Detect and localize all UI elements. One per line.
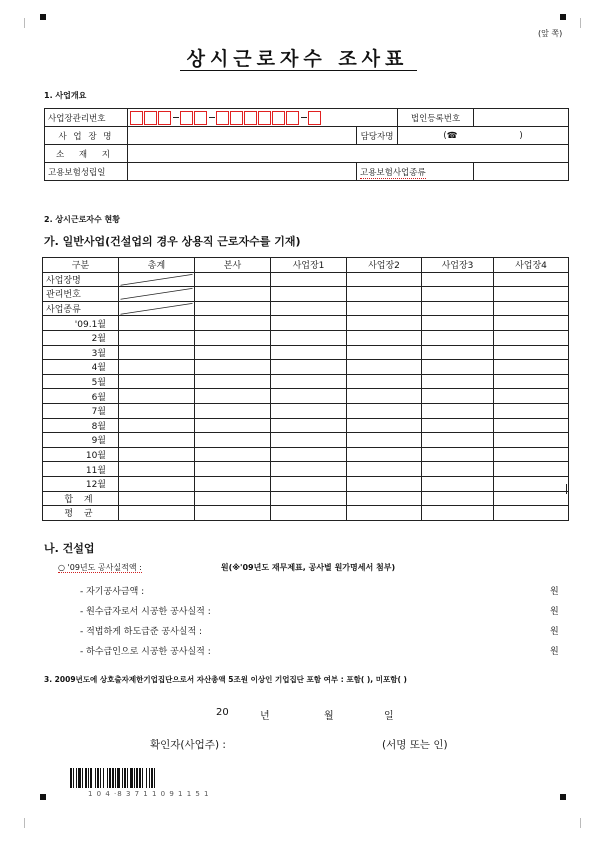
table-cell[interactable]: [494, 374, 569, 389]
insurance-type-field[interactable]: [474, 163, 569, 181]
barcode-bar: [122, 768, 123, 788]
table-row: [43, 301, 569, 316]
row-label: 관리번호: [43, 287, 119, 302]
month-label: 12월: [43, 476, 119, 491]
table-cell[interactable]: [271, 316, 347, 331]
table-cell[interactable]: [494, 345, 569, 360]
mgmt-no-boxes[interactable]: [128, 109, 398, 127]
barcode-bar: [124, 768, 126, 788]
table-cell[interactable]: [422, 345, 494, 360]
table-cell[interactable]: [347, 462, 422, 477]
barcode-bar: [107, 768, 108, 788]
crop-mark: [24, 18, 35, 28]
corp-no-field[interactable]: [474, 109, 569, 127]
workforce-table: [42, 257, 569, 521]
business-name-field[interactable]: [128, 127, 357, 145]
barcode-number: 1 0 4 ·8 3 7 1 1 0 9 1 1 5 1: [88, 790, 210, 798]
address-label: 소 재 지: [45, 145, 128, 163]
business-info-table: [44, 108, 569, 181]
table-row: [43, 462, 569, 477]
table-cell[interactable]: [494, 491, 569, 506]
month-label: 8월: [43, 418, 119, 433]
unit-label: 원: [550, 587, 559, 597]
manager-phone-field[interactable]: [398, 127, 569, 145]
table-cell[interactable]: [347, 272, 422, 287]
table-cell[interactable]: [494, 403, 569, 418]
table-cell[interactable]: [494, 330, 569, 345]
table-row: [43, 476, 569, 491]
self-construction-line: - 자기공사금액 :: [80, 587, 145, 597]
table-cell[interactable]: [347, 374, 422, 389]
barcode-bar: [134, 768, 135, 788]
table-row: [43, 272, 569, 287]
insurance-date-field[interactable]: [128, 163, 357, 181]
table-cell[interactable]: [422, 476, 494, 491]
table-row: [43, 491, 569, 506]
barcode-bar: [76, 768, 77, 788]
form-title: 상시근로자수 조사표: [186, 48, 409, 70]
table-cell[interactable]: [195, 418, 271, 433]
table-cell[interactable]: [195, 433, 271, 448]
table-cell[interactable]: [271, 462, 347, 477]
barcode-bar: [90, 768, 92, 788]
table-cell[interactable]: [195, 316, 271, 331]
month-label: 5월: [43, 374, 119, 389]
table-row: [43, 506, 569, 521]
table-cell[interactable]: [271, 301, 347, 316]
diagonal-cell: [119, 301, 195, 316]
registration-mark: [560, 14, 566, 20]
table-cell[interactable]: [119, 360, 195, 375]
table-cell[interactable]: [422, 506, 494, 521]
table-cell[interactable]: [119, 316, 195, 331]
month-label: 3월: [43, 345, 119, 360]
table-cell[interactable]: [494, 272, 569, 287]
column-header: 사업장3: [422, 258, 494, 273]
table-row: [43, 316, 569, 331]
table-cell[interactable]: [347, 301, 422, 316]
table-row: [43, 403, 569, 418]
diagonal-cell: [119, 272, 195, 287]
barcode-bar: [100, 768, 101, 788]
column-header: 사업장1: [271, 258, 347, 273]
phone-close: ): [519, 130, 523, 141]
table-cell[interactable]: [347, 389, 422, 404]
table-cell[interactable]: [271, 491, 347, 506]
month-label: 7월: [43, 403, 119, 418]
diagonal-cell: [119, 287, 195, 302]
barcode-bar: [85, 768, 87, 788]
table-cell[interactable]: [119, 433, 195, 448]
month-label: 2월: [43, 330, 119, 345]
table-cell[interactable]: [271, 374, 347, 389]
table-cell[interactable]: [195, 374, 271, 389]
general-business-heading: 가. 일반사업(건설업의 경우 상용직 근로자수를 기재): [44, 235, 301, 248]
table-cell[interactable]: [195, 360, 271, 375]
phone-open: (☎: [443, 130, 458, 141]
table-row: [43, 447, 569, 462]
section1-heading: 1. 사업개요: [44, 91, 87, 100]
table-cell[interactable]: [271, 345, 347, 360]
barcode-bar: [78, 768, 81, 788]
table-row: [43, 287, 569, 302]
table-cell[interactable]: [119, 462, 195, 477]
subcontract-given-line: - 적법하게 하도급준 공사실적 :: [80, 627, 203, 637]
barcode-bar: [115, 768, 116, 788]
barcode-bar: [142, 768, 143, 788]
table-cell[interactable]: [347, 433, 422, 448]
table-cell[interactable]: [422, 287, 494, 302]
section2-heading: 2. 상시근로자수 현황: [44, 215, 120, 224]
barcode-bar: [139, 768, 141, 788]
table-cell[interactable]: [347, 476, 422, 491]
barcode-bar: [112, 768, 114, 788]
address-field[interactable]: [128, 145, 569, 163]
table-cell[interactable]: [347, 447, 422, 462]
table-cell[interactable]: [195, 330, 271, 345]
table-cell[interactable]: [347, 330, 422, 345]
table-cell[interactable]: [119, 491, 195, 506]
table-cell[interactable]: [422, 462, 494, 477]
table-cell[interactable]: [271, 360, 347, 375]
table-cell[interactable]: [119, 374, 195, 389]
barcode-bar: [82, 768, 83, 788]
date-day-unit: 일: [384, 711, 394, 722]
barcode-bar: [127, 768, 128, 788]
table-cell[interactable]: [271, 418, 347, 433]
table-cell[interactable]: [271, 506, 347, 521]
table-cell[interactable]: [271, 389, 347, 404]
table-cell[interactable]: [271, 476, 347, 491]
crop-mark: [570, 818, 581, 828]
registration-mark: [560, 794, 566, 800]
table-header-row: [43, 258, 569, 273]
unit-label: 원: [550, 647, 559, 657]
row-label: 사업장명: [43, 272, 119, 287]
table-cell[interactable]: [195, 491, 271, 506]
title-underline: [180, 70, 417, 71]
column-header: 총계: [119, 258, 195, 273]
table-cell[interactable]: [494, 418, 569, 433]
business-name-label: 사 업 장 명: [45, 127, 128, 145]
barcode-bar: [97, 768, 99, 788]
average-label: 평 균: [43, 506, 119, 521]
table-cell[interactable]: [422, 389, 494, 404]
table-cell[interactable]: [347, 345, 422, 360]
insurance-type-label: 고용보험사업종류: [357, 163, 474, 181]
table-cell[interactable]: [422, 272, 494, 287]
text-cursor: [566, 484, 567, 494]
month-label: 6월: [43, 389, 119, 404]
table-cell[interactable]: [195, 447, 271, 462]
table-cell[interactable]: [422, 433, 494, 448]
table-cell[interactable]: [195, 389, 271, 404]
table-row: [43, 345, 569, 360]
table-cell[interactable]: [422, 330, 494, 345]
month-label: 10월: [43, 447, 119, 462]
column-header: 사업장2: [347, 258, 422, 273]
table-cell[interactable]: [119, 403, 195, 418]
table-cell[interactable]: [271, 287, 347, 302]
column-header: 구분: [43, 258, 119, 273]
table-cell[interactable]: [494, 462, 569, 477]
prime-contractor-line: - 원수급자로서 시공한 공사실적 :: [80, 607, 211, 617]
corp-no-label: 법인등록번호: [398, 109, 474, 127]
table-cell[interactable]: [195, 287, 271, 302]
table-cell[interactable]: [195, 476, 271, 491]
table-cell[interactable]: [271, 433, 347, 448]
table-row: [43, 360, 569, 375]
table-cell[interactable]: [271, 272, 347, 287]
table-cell[interactable]: [494, 287, 569, 302]
table-row: [43, 389, 569, 404]
table-cell[interactable]: [195, 462, 271, 477]
table-cell[interactable]: [422, 374, 494, 389]
barcode-bar: [154, 768, 155, 788]
table-cell[interactable]: [347, 403, 422, 418]
table-cell[interactable]: [195, 345, 271, 360]
month-label: 4월: [43, 360, 119, 375]
barcode-bar: [149, 768, 150, 788]
month-label: '09.1월: [43, 316, 119, 331]
table-cell[interactable]: [271, 330, 347, 345]
table-cell[interactable]: [119, 418, 195, 433]
table-cell[interactable]: [347, 360, 422, 375]
table-cell[interactable]: [422, 403, 494, 418]
table-row: [43, 330, 569, 345]
barcode-bar: [136, 768, 138, 788]
table-cell[interactable]: [195, 272, 271, 287]
table-cell[interactable]: [494, 447, 569, 462]
table-cell[interactable]: [494, 476, 569, 491]
table-cell[interactable]: [422, 418, 494, 433]
barcode-bar: [117, 768, 120, 788]
barcode-bar: [70, 768, 72, 788]
table-cell[interactable]: [195, 506, 271, 521]
date-year-unit: 년: [260, 711, 270, 722]
column-header: 사업장4: [494, 258, 569, 273]
table-cell[interactable]: [347, 316, 422, 331]
subcontractor-line: - 하수급인으로 시공한 공사실적 :: [80, 647, 211, 657]
barcode-bar: [103, 768, 104, 788]
barcode-bar: [95, 768, 96, 788]
table-cell[interactable]: [494, 316, 569, 331]
table-cell[interactable]: [119, 506, 195, 521]
crop-mark: [570, 18, 581, 28]
table-cell[interactable]: [347, 506, 422, 521]
unit-label: 원: [550, 627, 559, 637]
page-side-label: (앞 쪽): [538, 29, 563, 38]
registration-mark: [40, 14, 46, 20]
mgmt-no-label: 사업장관리번호: [45, 109, 128, 127]
barcode: [70, 768, 220, 788]
insurance-date-label: 고용보험성립일: [45, 163, 128, 181]
table-cell[interactable]: [119, 476, 195, 491]
table-cell[interactable]: [494, 360, 569, 375]
table-cell[interactable]: [494, 506, 569, 521]
table-cell[interactable]: [422, 447, 494, 462]
row-label: 사업종류: [43, 301, 119, 316]
table-cell[interactable]: [347, 287, 422, 302]
month-label: 11월: [43, 462, 119, 477]
table-cell[interactable]: [119, 345, 195, 360]
barcode-bar: [109, 768, 111, 788]
manager-label: 담당자명: [357, 127, 398, 145]
table-cell[interactable]: [422, 316, 494, 331]
table-cell[interactable]: [347, 418, 422, 433]
sign-hint: (서명 또는 인): [382, 739, 448, 751]
construction-heading: 나. 건설업: [44, 542, 95, 555]
barcode-bar: [88, 768, 89, 788]
enterprise-group-question: 3. 2009년도에 상호출자제한기업집단으로서 자산총액 5조원 이상인 기업집단 포함 여부 : 포함( ), 미포함( ): [44, 675, 407, 684]
column-header: 본사: [195, 258, 271, 273]
table-cell[interactable]: [494, 301, 569, 316]
signer-label: 확인자(사업주) :: [150, 739, 226, 751]
table-cell[interactable]: [494, 389, 569, 404]
table-cell[interactable]: [119, 447, 195, 462]
construction-total: ○ '09년도 공사실적액 : 원(※'09년도 재무제표, 공사별 원가명세서 첨부): [58, 563, 396, 572]
table-cell[interactable]: [347, 491, 422, 506]
table-cell[interactable]: [422, 491, 494, 506]
table-cell[interactable]: [422, 360, 494, 375]
registration-mark: [40, 794, 46, 800]
table-cell[interactable]: [271, 447, 347, 462]
table-row: [43, 433, 569, 448]
table-cell[interactable]: [271, 403, 347, 418]
table-cell[interactable]: [494, 433, 569, 448]
barcode-bar: [151, 768, 153, 788]
table-cell[interactable]: [422, 301, 494, 316]
barcode-bar: [73, 768, 74, 788]
barcode-bar: [130, 768, 133, 788]
table-row: [43, 418, 569, 433]
date-year: 20: [216, 707, 229, 718]
month-label: 9월: [43, 433, 119, 448]
date-month-unit: 월: [324, 711, 334, 722]
barcode-bar: [146, 768, 147, 788]
table-cell[interactable]: [119, 389, 195, 404]
unit-label: 원: [550, 607, 559, 617]
table-cell[interactable]: [195, 301, 271, 316]
total-label: 합 계: [43, 491, 119, 506]
table-cell[interactable]: [119, 330, 195, 345]
table-row: [43, 374, 569, 389]
crop-mark: [24, 818, 35, 828]
table-cell[interactable]: [195, 403, 271, 418]
